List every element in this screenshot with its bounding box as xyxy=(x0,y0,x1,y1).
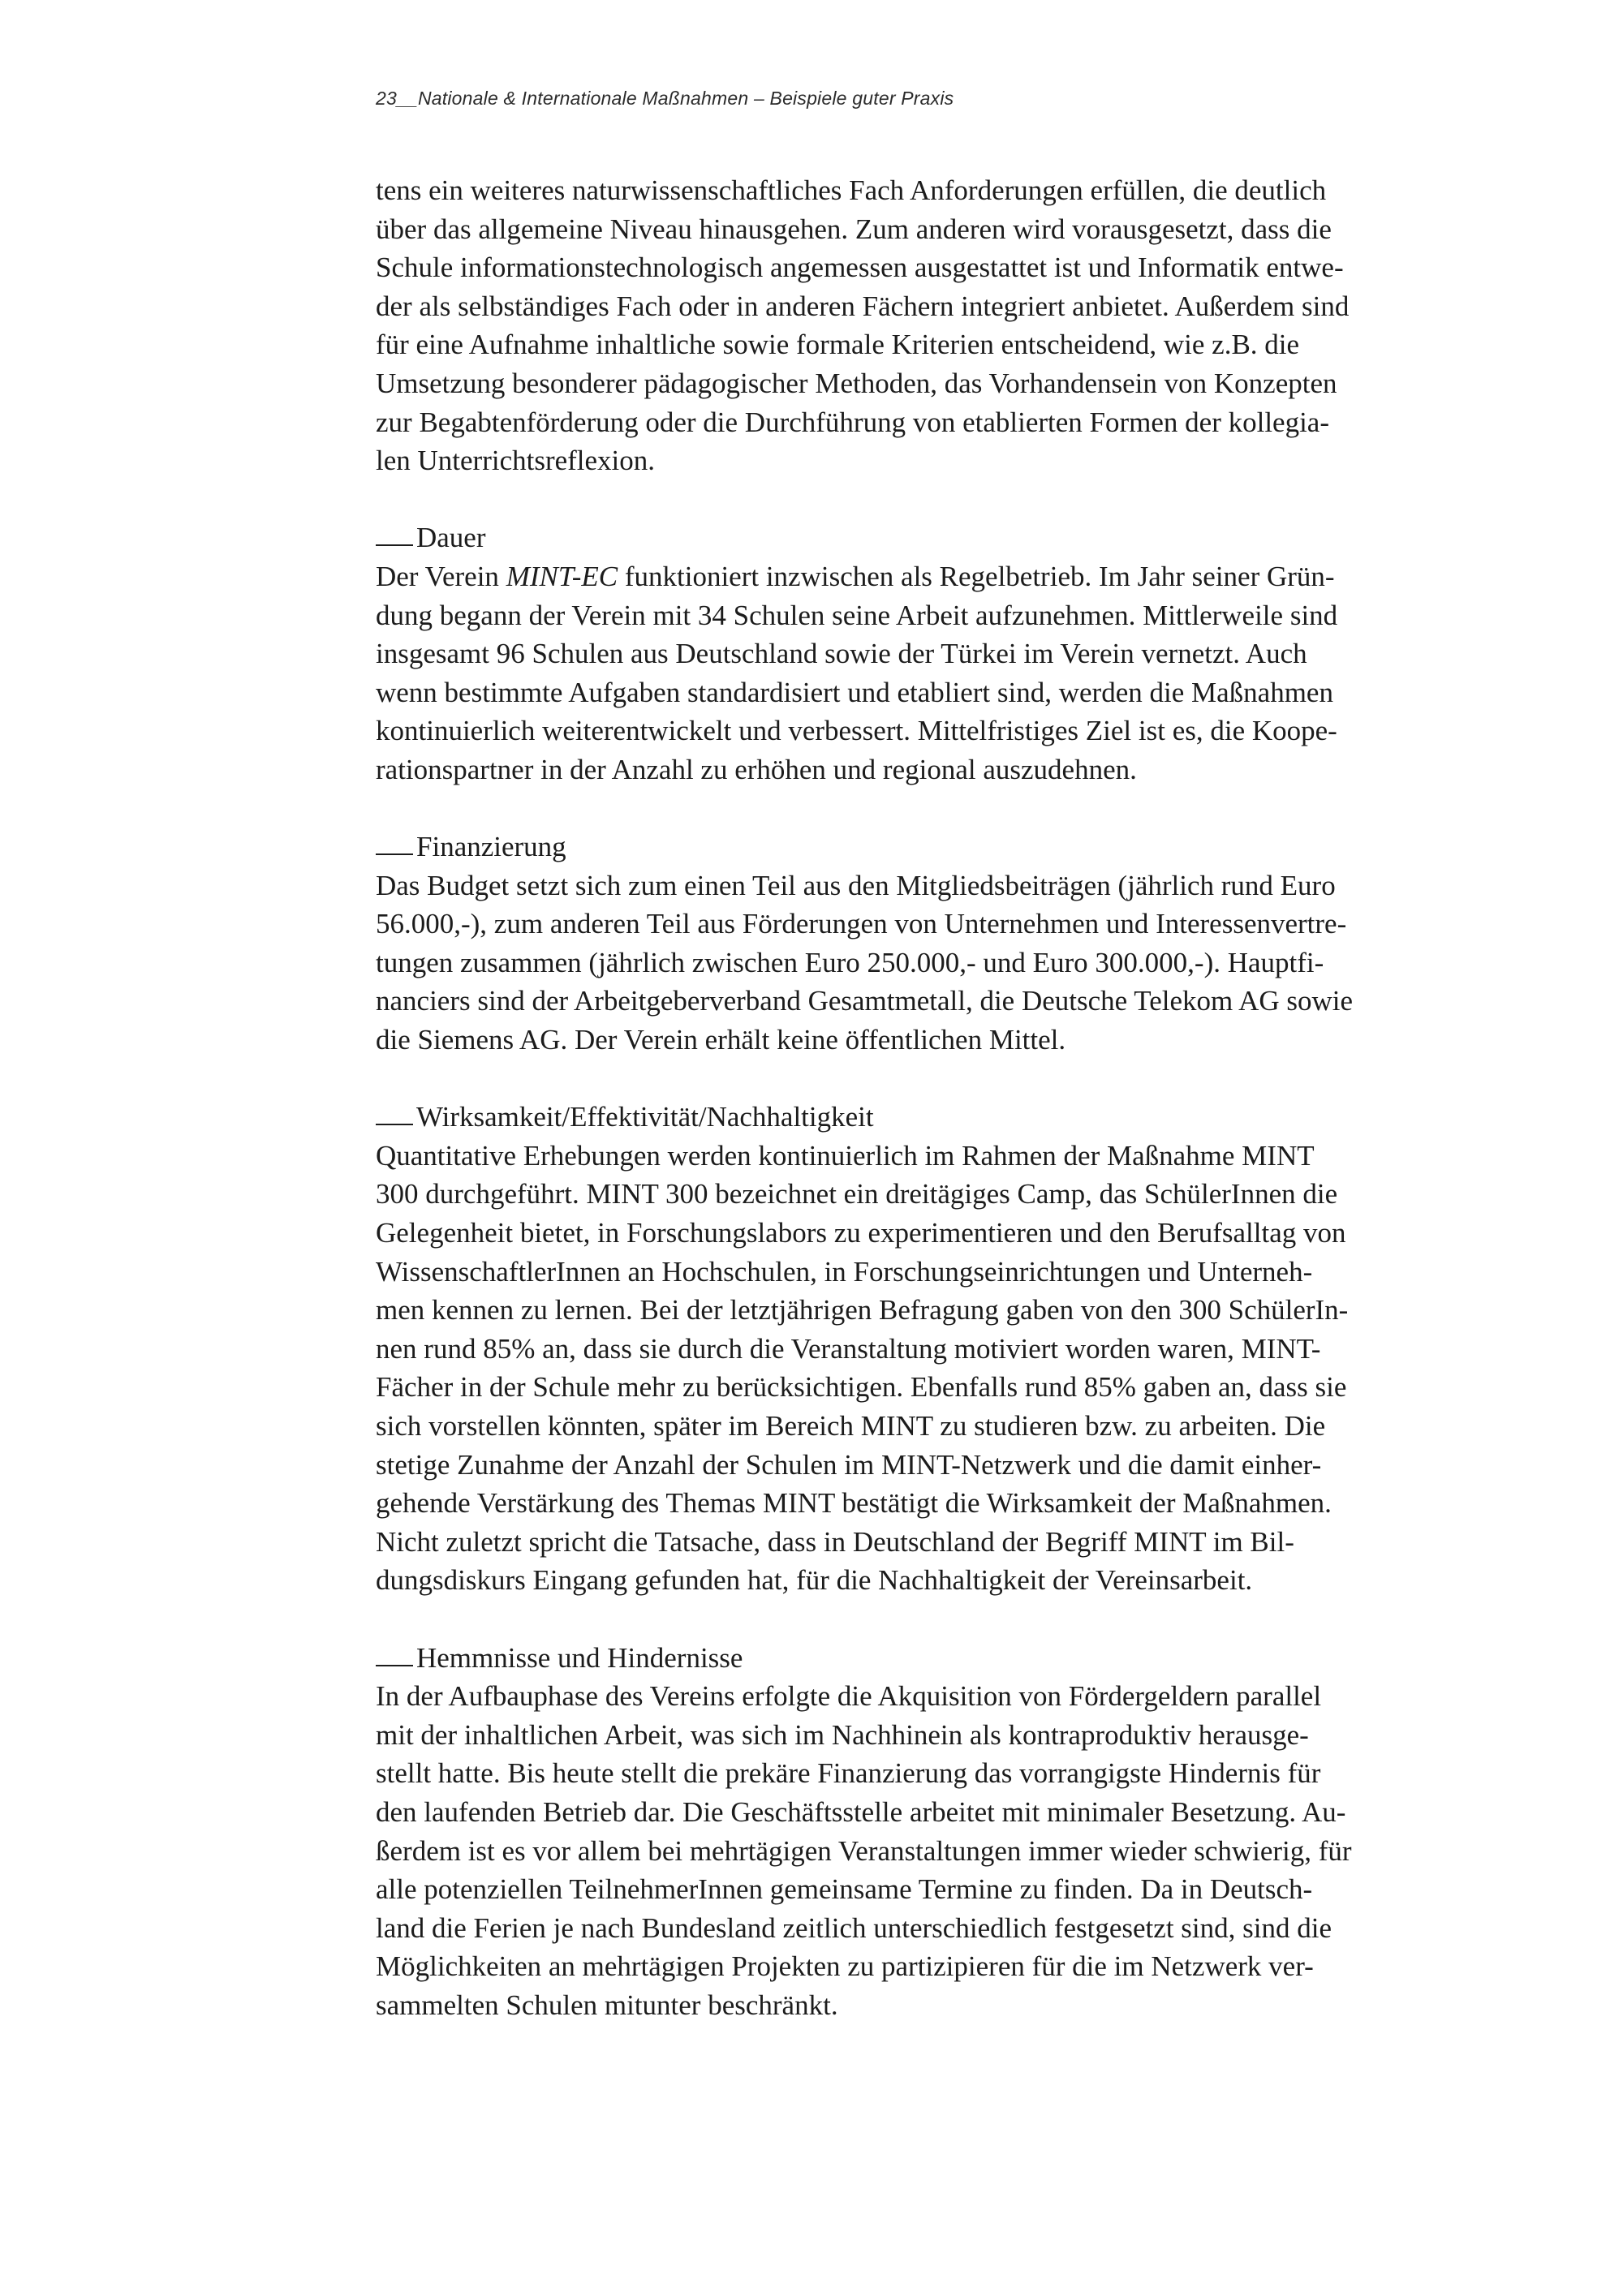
section-wirksamkeit xyxy=(376,1098,1467,1600)
heading-rule xyxy=(376,1124,413,1125)
body-text xyxy=(376,171,1467,2025)
text-line: Schule informationstechnologisch angemessen ausgestattet ist und Informatik entwe- xyxy=(376,252,1344,284)
heading-rule xyxy=(376,544,413,546)
text-line xyxy=(376,557,1467,596)
text-line: mit der inhaltlichen Arbeit, was sich im Nachhinein als kontraproduktiv herausge- xyxy=(376,1718,1309,1751)
text-line: zur Begabtenförderung oder die Durchführung von etablierten Formen der kollegia- xyxy=(376,406,1329,438)
text-line: nanciers sind der Arbeitgeberverband Gesamtmetall, die Deutsche Telekom AG sowie xyxy=(376,985,1354,1017)
text-line: land die Ferien je nach Bundesland zeitlich unterschiedlich festgesetzt sind, sind die xyxy=(376,1911,1332,1944)
section-finanzierung xyxy=(376,828,1467,1060)
heading-rule xyxy=(376,853,413,855)
intro-paragraph xyxy=(376,171,1467,480)
section-heading xyxy=(376,518,1467,557)
section-heading-text: Dauer xyxy=(416,522,486,554)
text-line: In der Aufbauphase des Vereins erfolgte die Akquisition von Fördergeldern parallel xyxy=(376,1680,1322,1713)
text-line: stetige Zunahme der Anzahl der Schulen im MINT-Netzwerk und die damit einher- xyxy=(376,1448,1322,1481)
text-line: dungsdiskurs Eingang gefunden hat, für die Nachhaltigkeit der Vereinsarbeit. xyxy=(376,1564,1253,1597)
text-fragment: funktioniert inzwischen als Regelbetrieb. Im Jahr seiner Grün- xyxy=(618,560,1335,592)
text-line: insgesamt 96 Schulen aus Deutschland sowie der Türkei im Verein vernetzt. Auch xyxy=(376,638,1307,670)
section-dauer xyxy=(376,518,1467,789)
section-heading-text: Wirksamkeit/Effektivität/Nachhaltigkeit xyxy=(416,1101,874,1133)
text-line: gehende Verstärkung des Themas MINT bestätigt die Wirksamkeit der Maßnahmen. xyxy=(376,1487,1332,1520)
text-line: tungen zusammen (jährlich zwischen Euro 250.000,- und Euro 300.000,-). Hauptfi- xyxy=(376,946,1324,978)
text-fragment: Der Verein xyxy=(376,560,506,592)
text-line: tens ein weiteres naturwissenschaftliches Fach Anforderungen erfüllen, die deutlich xyxy=(376,174,1327,206)
text-line: 56.000,-), zum anderen Teil aus Förderungen von Unternehmen und Interessenvertre- xyxy=(376,908,1347,940)
organization-name: MINT-EC xyxy=(506,560,618,592)
text-line: Möglichkeiten an mehrtägigen Projekten zu partizipieren für die im Netzwerk ver- xyxy=(376,1950,1314,1983)
text-line: sammelten Schulen mitunter beschränkt. xyxy=(376,1989,838,2021)
text-line: ßerdem ist es vor allem bei mehrtägigen Veranstaltungen immer wieder schwierig, für xyxy=(376,1834,1352,1867)
text-line: sich vorstellen könnten, später im Bereich MINT zu studieren bzw. zu arbeiten. Die xyxy=(376,1410,1326,1442)
text-line: Gelegenheit bietet, in Forschungslabors zu experimentieren und den Berufsalltag von xyxy=(376,1217,1346,1249)
text-line: stellt hatte. Bis heute stellt die prekäre Finanzierung das vorrangigste Hindernis für xyxy=(376,1757,1321,1790)
text-line: den laufenden Betrieb dar. Die Geschäftsstelle arbeitet mit minimaler Besetzung. Au- xyxy=(376,1795,1346,1828)
text-line: die Siemens AG. Der Verein erhält keine öffentlichen Mittel. xyxy=(376,1024,1066,1056)
text-line: len Unterrichtsreflexion. xyxy=(376,445,656,477)
text-line: über das allgemeine Niveau hinausgehen. Zum anderen wird vorausgesetzt, dass die xyxy=(376,213,1332,245)
text-line: WissenschaftlerInnen an Hochschulen, in Forschungseinrichtungen und Unterneh- xyxy=(376,1255,1313,1288)
section-heading xyxy=(376,1639,1467,1678)
text-line: wenn bestimmte Aufgaben standardisiert und etabliert sind, werden die Maßnahmen xyxy=(376,676,1333,708)
text-line: Nicht zuletzt spricht die Tatsache, dass in Deutschland der Begriff MINT im Bil- xyxy=(376,1525,1294,1558)
text-line: men kennen zu lernen. Bei der letztjährigen Befragung gaben von den 300 SchülerIn- xyxy=(376,1294,1349,1326)
text-line: der als selbständiges Fach oder in anderen Fächern integriert anbietet. Außerdem sind xyxy=(376,290,1350,322)
section-hemmnisse xyxy=(376,1639,1467,2025)
section-heading xyxy=(376,1098,1467,1137)
text-line: Fächer in der Schule mehr zu berücksichtigen. Ebenfalls rund 85% gaben an, dass sie xyxy=(376,1371,1347,1404)
text-line: Das Budget setzt sich zum einen Teil aus den Mitgliedsbeiträgen (jährlich rund Euro xyxy=(376,869,1336,901)
text-line: nen rund 85% an, dass sie durch die Veranstaltung motiviert worden waren, MINT- xyxy=(376,1332,1321,1365)
text-line: dung begann der Verein mit 34 Schulen seine Arbeit aufzunehmen. Mittlerweile sind xyxy=(376,599,1338,631)
text-line: kontinuierlich weiterentwickelt und verbessert. Mittelfristiges Ziel ist es, die Koope- xyxy=(376,715,1337,747)
text-line: Quantitative Erhebungen werden kontinuierlich im Rahmen der Maßnahme MINT xyxy=(376,1139,1315,1172)
running-header: 23__Nationale & Internationale Maßnahmen – Beispiele guter Praxis xyxy=(376,88,954,109)
heading-rule xyxy=(376,1665,413,1666)
section-heading xyxy=(376,828,1467,866)
text-line: 300 durchgeführt. MINT 300 bezeichnet ein dreitägiges Camp, das SchülerInnen die xyxy=(376,1178,1338,1210)
text-line: alle potenziellen TeilnehmerInnen gemeinsame Termine zu finden. Da in Deutsch- xyxy=(376,1873,1313,1906)
text-line: Umsetzung besonderer pädagogischer Methoden, das Vorhandensein von Konzepten xyxy=(376,367,1337,399)
text-line: rationspartner in der Anzahl zu erhöhen und regional auszudehnen. xyxy=(376,753,1137,785)
section-heading-text: Finanzierung xyxy=(416,831,566,863)
text-line: für eine Aufnahme inhaltliche sowie formale Kriterien entscheidend, wie z.B. die xyxy=(376,329,1300,361)
section-heading-text: Hemmnisse und Hindernisse xyxy=(416,1641,743,1674)
